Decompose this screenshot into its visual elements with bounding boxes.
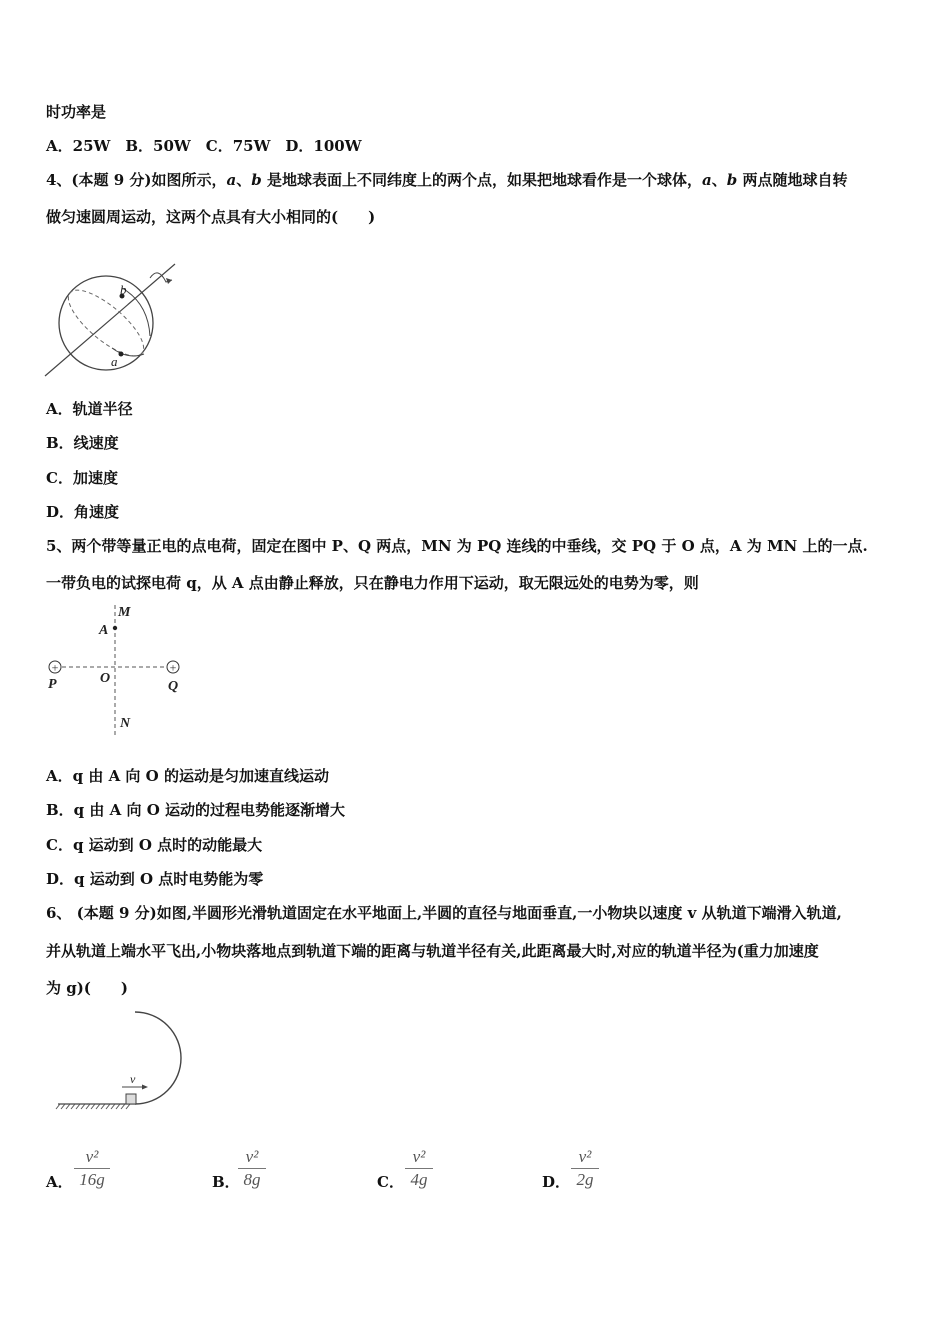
q5-option-a: A．q 由 A 向 O 的运动是匀加速直线运动 — [46, 767, 329, 785]
q6-option-d-fraction: v² 2g — [571, 1147, 599, 1190]
q3-text-tail: 时功率是 — [46, 103, 107, 121]
q6-label-v: v — [130, 1072, 136, 1086]
q5-stem-line2: 一带负电的试探电荷 q，从 A 点由静止释放，只在静电力作用下运动，取无限远处的电势为零，则 — [46, 574, 699, 592]
q6-option-c-label: C． — [377, 1173, 404, 1191]
svg-text:+: + — [51, 660, 59, 675]
q5-label-q: Q — [168, 679, 179, 694]
q4-stem-line2: 做匀速圆周运动，这两个点具有大小相同的( ) — [46, 208, 376, 226]
q5-label-a: A — [99, 623, 109, 638]
svg-text:+: + — [169, 660, 177, 675]
q5-label-o: O — [100, 671, 111, 686]
q5-option-b: B．q 由 A 向 O 运动的过程电势能逐渐增大 — [46, 801, 345, 819]
q4-label-a: a — [111, 354, 118, 369]
q5-option-c: C．q 运动到 O 点时的动能最大 — [46, 836, 263, 854]
q6-stem-line2: 并从轨道上端水平飞出,小物块落地点到轨道下端的距离与轨道半径有关,此距离最大时,对应的轨道半径为(重力加速度 — [46, 942, 819, 960]
q4-option-b: B．线速度 — [46, 434, 119, 452]
q6-option-b-fraction: v² 8g — [238, 1147, 266, 1190]
q4-label-b: b — [120, 282, 127, 297]
q4-option-a: A．轨道半径 — [46, 400, 133, 418]
q6-option-c-fraction: v² 4g — [405, 1147, 433, 1190]
q6-option-a-fraction: v² 16g — [74, 1147, 110, 1190]
q5-label-m: M — [118, 605, 131, 620]
q6-option-a-label: A． — [46, 1173, 73, 1191]
q5-charge-figure — [40, 600, 200, 740]
q4-option-c: C．加速度 — [46, 469, 118, 487]
q4-stem-line1: 4、(本题 9 分)如图所示，a、b 是地球表面上不同纬度上的两个点，如果把地球看作是一个球体，a、b 两点随地球自转 — [46, 171, 848, 189]
q5-label-n: N — [120, 716, 131, 731]
q5-label-p: P — [48, 677, 57, 692]
q6-stem-line3: 为 g)( ) — [46, 979, 129, 997]
q6-stem-line1: 6、 (本题 9 分)如图,半圆形光滑轨道固定在水平地面上,半圆的直径与地面垂直,一小物块以速度 v 从轨道下端滑入轨道, — [46, 904, 842, 922]
q5-stem-line1: 5、两个带等量正电的点电荷，固定在图中 P、Q 两点，MN 为 PQ 连线的中垂线，交 PQ 于 O 点，A 为 MN 上的一点. — [46, 537, 868, 555]
q6-option-d-label: D． — [542, 1173, 571, 1191]
q6-option-b-label: B． — [212, 1173, 240, 1191]
q4-option-d: D．角速度 — [46, 503, 120, 521]
q5-option-d: D．q 运动到 O 点时电势能为零 — [46, 870, 264, 888]
q6-track-figure — [52, 1008, 192, 1113]
q3-options: A．25W B．50W C．75W D．100W — [46, 137, 362, 155]
q4-earth-figure — [40, 258, 185, 383]
